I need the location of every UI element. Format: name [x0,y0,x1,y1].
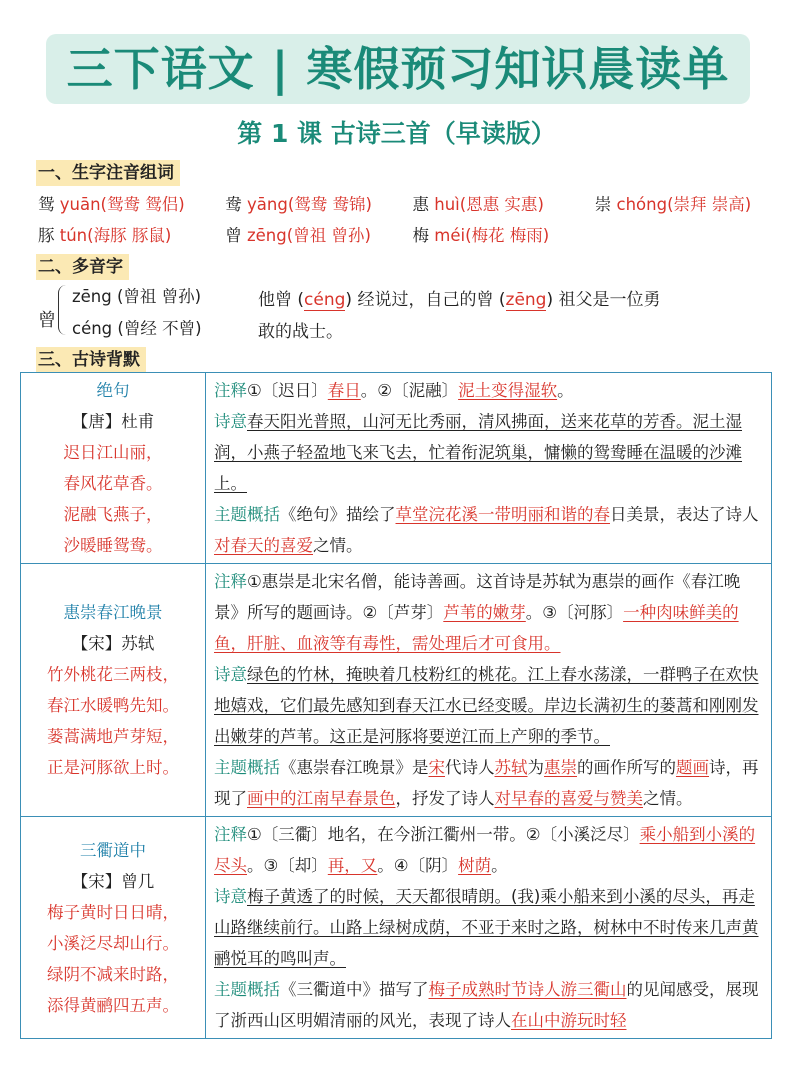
poem-verse: 春江水暖鸭先知。 [47,696,179,715]
char-entry: 鸯 yāng(鸳鸯 鸯锦) [225,195,372,214]
poem-title: 三衢道中 [80,840,146,860]
char-entry: 鸳 yuān(鸳鸯 鸳侣) [38,195,185,214]
poem-verse: 蒌蒿满地芦芽短， [47,727,179,746]
poem-notes-cell [206,564,772,817]
table-row [21,373,772,564]
poem-verse: 添得黄鹂四五声。 [47,995,179,1015]
char-entry: 梅 méi(梅花 梅雨) [412,226,550,245]
polyphone-char: 曾 [38,310,56,331]
poem-verse: 梅子黄时日日晴， [47,902,179,922]
poem-cell [21,373,206,564]
theme-block: 主题概括《绝句》描绘了草堂浣花溪一带明丽和谐的春日美景，表达了诗人对春天的喜爱之情。 [214,505,759,555]
poem-verse: 正是河豚欲上时。 [47,758,179,777]
section-polyphone-heading: 二、多音字 [36,254,129,280]
poem-author: 【唐】杜甫 [71,412,155,431]
poem-verse: 春风花草香。 [63,474,163,493]
polyphone-sentence-line-1: 他曾 (céng) 经说过，自己的曾 (zēng) 祖父是一位勇 [258,290,661,310]
poem-verse: 迟日江山丽， [63,443,163,462]
char-entry: 崇 chóng(崇拜 崇高) [594,195,752,214]
poem-notes-cell [206,373,772,564]
poem-title: 绝句 [96,381,130,400]
section-new-characters-heading: 一、生字注音组词 [36,160,180,186]
page-title: 三下语文 | 寒假预习知识晨读单 [66,42,730,96]
char-entry: 豚 tún(海豚 豚鼠) [38,226,172,245]
poem-verse: 绿阴不减来时路， [47,964,179,984]
poem-author: 【宋】曾几 [71,871,155,891]
polyphone-reading-1: zēng (曾祖 曾孙) [72,287,202,306]
theme-block: 主题概括《三衢道中》描写了梅子成熟时节诗人游三衢山的见闻感受，展现了浙西山区明媚清丽的风光，表现了诗人在山中游玩时轻 [214,980,759,1030]
meaning-block: 诗意梅子黄透了的时候，天天都很晴朗。(我)乘小船来到小溪的尽头，再走山路继续前行。山路上绿树成荫，不亚于来时之路，树林中不时传来几声黄鹂悦耳的鸣叫声。 [214,887,759,968]
annotation-block: 注释①〔三衢〕地名，在今浙江衢州一带。②〔小溪泛尽〕乘小船到小溪的尽头。③〔却〕再，又。④〔阴〕树荫。 [214,825,756,875]
char-entry: 惠 huì(恩惠 实惠) [412,195,544,214]
annotation-block: 注释①〔迟日〕春日。②〔泥融〕泥土变得湿软。 [214,381,574,400]
meaning-block: 诗意春天阳光普照，山河无比秀丽，清风拂面，送来花草的芳香。泥土湿润，小燕子轻盈地飞来飞去，忙着衔泥筑巢，慵懒的鸳鸯睡在温暖的沙滩上。 [214,412,742,493]
poem-verse: 沙暖睡鸳鸯。 [63,536,163,555]
polyphone-reading-2: céng (曾经 不曾) [72,319,202,338]
poems-table [20,372,772,1039]
char-row-2 [38,223,561,249]
table-row [21,564,772,817]
table-row [21,817,772,1039]
poem-verse: 小溪泛尽却山行。 [47,933,179,953]
annotation-block: 注释①惠崇是北宋名僧，能诗善画。这首诗是苏轼为惠崇的画作《春江晚景》所写的题画诗。②〔芦芽〕芦苇的嫩芽。③〔河豚〕一种肉味鲜美的鱼，肝脏、血液等有毒性，需处理后才可食用。 [214,572,741,653]
char-row-1 [38,192,751,218]
theme-block: 主题概括《惠崇春江晚景》是宋代诗人苏轼为惠崇的画作所写的题画诗，再现了画中的江南早春景色，抒发了诗人对早春的喜爱与赞美之情。 [214,758,759,808]
meaning-block: 诗意绿色的竹林，掩映着几枝粉红的桃花。江上春水荡漾，一群鸭子在欢快地嬉戏，它们最先感知到春天江水已经变暖。岸边长满初生的蒌蒿和刚刚发出嫩芽的芦苇。这正是河豚将要逆江而上产卵的季节。 [214,665,759,746]
polyphone-sentence-line-2: 敢的战士。 [258,322,343,342]
char-entry: 曾 zēng(曾祖 曾孙) [225,226,371,245]
poem-verse: 竹外桃花三两枝， [47,665,179,684]
brace-icon [58,285,69,335]
poem-cell [21,564,206,817]
title-banner [46,34,750,104]
lesson-subtitle: 第 1 课 古诗三首（早读版） [237,119,556,148]
poem-cell [21,817,206,1039]
poem-verse: 泥融飞燕子， [63,505,163,524]
section-poems-heading: 三、古诗背默 [36,347,146,373]
poem-title: 惠崇春江晚景 [63,603,163,622]
poem-notes-cell [206,817,772,1039]
poem-author: 【宋】苏轼 [71,634,155,653]
